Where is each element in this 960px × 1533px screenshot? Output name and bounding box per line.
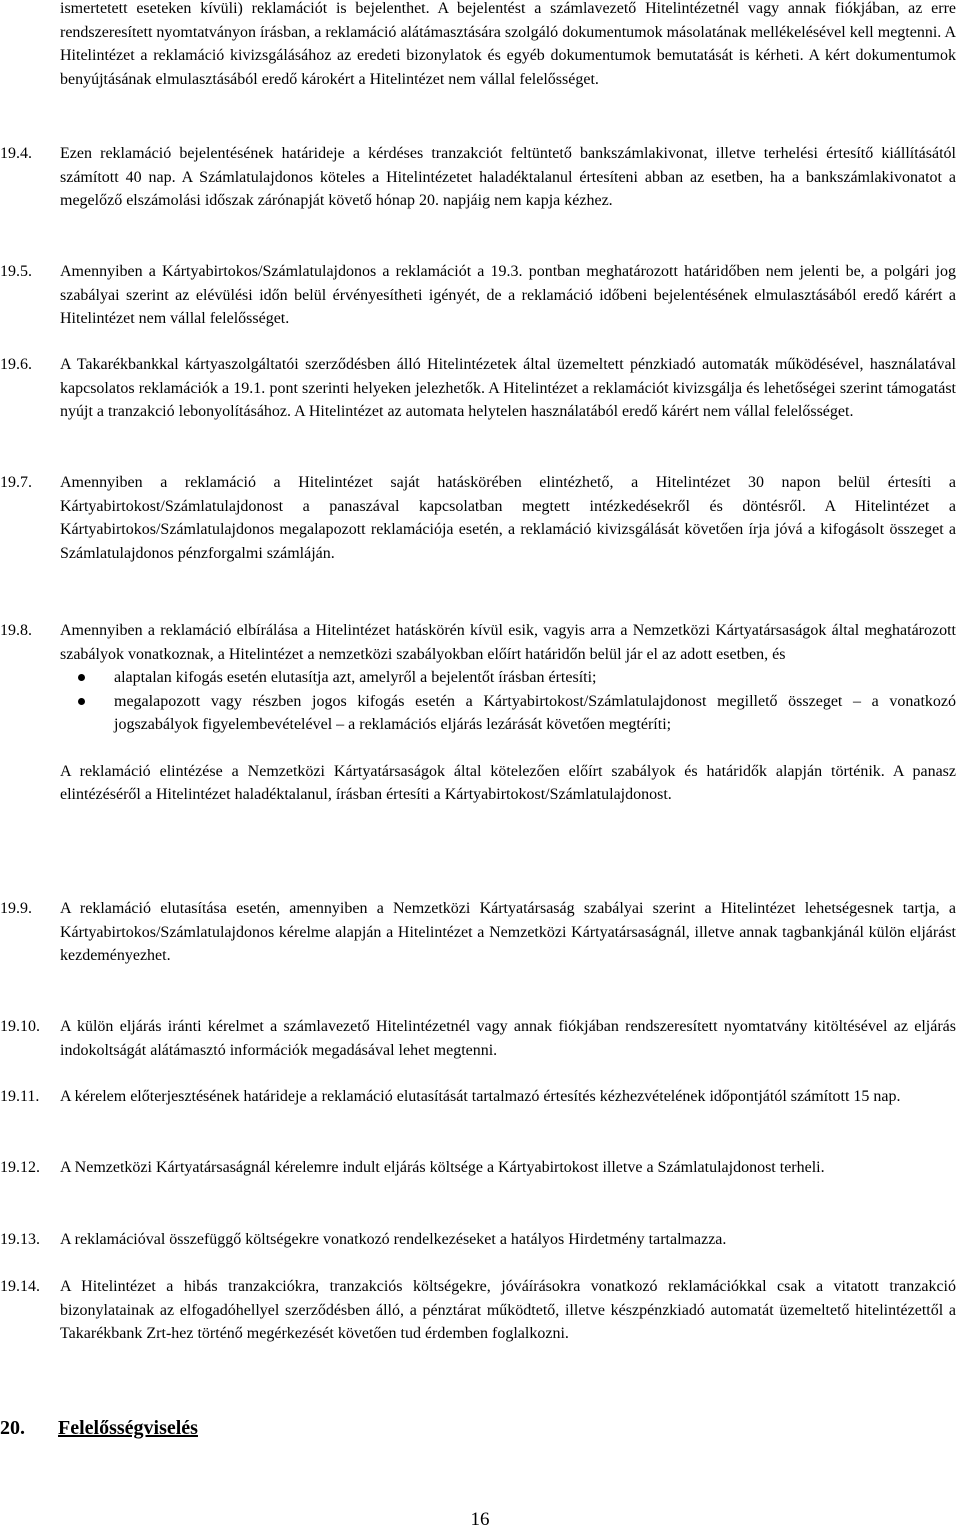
section-19-9	[0, 897, 956, 968]
bullet-icon	[78, 674, 85, 681]
section-19-11	[0, 1085, 956, 1109]
section-text: A külön eljárás iránti kérelmet a számlavezető Hitelintézetnél vagy annak fiókjában rendszeresített nyomtatvány kitöltésével az eljárás indokoltságát alátámasztó információk megadásával lehet megtenni.	[60, 1018, 956, 1059]
section-number: 19.7.	[0, 474, 32, 491]
list-item	[60, 666, 956, 690]
chapter-heading	[0, 1413, 198, 1443]
section-19-13	[0, 1228, 956, 1252]
section-19-14	[0, 1275, 956, 1346]
section-number: 19.9.	[0, 900, 32, 917]
list-item-text: megalapozott vagy részben jogos kifogás esetén a Kártyabirtokost/Számlatulajdonost megillető összeget – a vonatkozó jogszabályok figyelembevételével – a reklamációs eljárás lezárását követően megtéríti;	[114, 692, 956, 733]
section-number: 19.13.	[0, 1231, 40, 1248]
section-text: A reklamációval összefüggő költségekre vonatkozó rendelkezéseket a hatályos Hirdetmény tartalmazza.	[60, 1231, 727, 1248]
section-text: Amennyiben a Kártyabirtokos/Számlatulajdonos a reklamációt a 19.3. pontban meghatározott határidőben nem jelenti be, a polgári jog szabályai szerint az elévülési időn belül érvényesítheti igényét, de a reklamáció időbeni bejelentésének elmulasztásából eredő kárért a Hitelintézet nem vállal felelősséget.	[60, 263, 956, 327]
section-19-6	[0, 353, 956, 424]
section-text: A Nemzetközi Kártyatársaságnál kérelemre indult eljárás költsége a Kártyabirtokost illetve a Számlatulajdonost terheli.	[60, 1159, 825, 1176]
section-19-8	[0, 619, 956, 807]
section-number: 19.14.	[0, 1278, 40, 1295]
page-number: 16	[470, 1509, 490, 1530]
intro-paragraph: ismertetett eseteken kívüli) reklamációt is bejelenthet. A bejelentést a számlavezető Hitelintézetnél vagy annak fiókjában, az erre rendszeresített nyomtatványon írásban, a reklamáció alátámasztására szolgáló dokumentumok másolatának mellékelésével kell megtenni. A Hitelintézet a reklamáció kivizsgálásához az eredeti bizonylatok és egyéb dokumentumok bemutatását is kérheti. A kért dokumentumok benyújtásának elmulasztásából eredő károkért a Hitelintézet nem vállal felelősséget.	[60, 0, 956, 88]
section-text: Amennyiben a reklamáció a Hitelintézet saját hatáskörében elintézhető, a Hitelintézet 30 napon belül értesíti a Kártyabirtokost/Számlatulajdonost a panaszával kapcsolatban megtett intézkedésekről és döntésről. A Hitelintézet a Kártyabirtokos/Számlatulajdonos megalapozott reklamációja esetén, a reklamáció kivizsgálását követően írja jóvá a kifogásolt összeget a Számlatulajdonos pénzforgalmi számláján.	[60, 474, 956, 562]
section-19-5	[0, 260, 956, 331]
list-item	[60, 690, 956, 737]
section-closing-text: A reklamáció elintézése a Nemzetközi Kártyatársaságok által kötelezően előírt szabályok és határidők alapján történik. A panasz elintézéséről a Hitelintézet haladéktalanul, írásban értesíti a Kártyabirtokost/Számlatulajdonost.	[60, 762, 956, 803]
chapter-title: Felelősségviselés	[58, 1417, 198, 1439]
section-19-4	[0, 142, 956, 213]
section-19-7	[0, 471, 956, 565]
section-text: A Hitelintézet a hibás tranzakciókra, tranzakciós költségekre, jóváírásokra vonatkozó reklamációkkal csak a vitatott tranzakció bizonylatainak az elfogadóhellyel szerződésben álló, a pénztárat működtető, illetve készpénzkiadó automatát üzemeltető hitelintézettől a Takarékbank Zrt-hez történő megérkezését követően tud érdemben foglalkozni.	[60, 1278, 956, 1342]
section-number: 19.11.	[0, 1088, 40, 1105]
bullet-icon	[78, 698, 85, 705]
section-number: 19.8.	[0, 622, 32, 639]
section-number: 19.4.	[0, 145, 32, 162]
section-number: 19.12.	[0, 1159, 40, 1176]
section-text: A Takarékbankkal kártyaszolgáltatói szerződésben álló Hitelintézetek által üzemeltett pénzkiadó automaták működésével, használatával kapcsolatos reklamációk a 19.1. pont szerinti helyeken jelezhetők. A Hitelintézet a reklamációt kivizsgálja és lehetőségei szerint támogatást nyújt a tranzakció lebonyolításához. A Hitelintézet az automata helytelen használatából eredő kárért nem vállal felelősséget.	[60, 356, 956, 420]
section-text: A reklamáció elutasítása esetén, amennyiben a Nemzetközi Kártyatársaság szabályai szerint a Hitelintézet lehetségesnek tartja, a Kártyabirtokos/Számlatulajdonos kérelme alapján a Hitelintézet a Nemzetközi Kártyatársaságnál, illetve annak tagbankjánál külön eljárást kezdeményezhet.	[60, 900, 956, 964]
section-text: Ezen reklamáció bejelentésének határideje a kérdéses tranzakciót feltüntető bankszámlakivonat, illetve terhelési értesítő kiállításától számított 40 nap. A Számlatulajdonos köteles a Hitelintézetet haladéktalanul értesíteni abban az esetben, ha a bankszámlakivonatot a megelőző elszámolási időszak zárónapját követő hónap 20. napjáig nem kapja kézhez.	[60, 145, 956, 209]
section-19-10	[0, 1015, 956, 1062]
section-19-12	[0, 1156, 956, 1180]
bullet-list	[60, 666, 956, 737]
chapter-number: 20.	[0, 1417, 25, 1439]
section-number: 19.10.	[0, 1018, 40, 1035]
section-number: 19.5.	[0, 263, 32, 280]
list-item-text: alaptalan kifogás esetén elutasítja azt, amelyről a bejelentőt írásban értesíti;	[114, 669, 597, 686]
section-text	[60, 619, 956, 807]
section-text: A kérelem előterjesztésének határideje a reklamáció elutasítását tartalmazó értesítés kézhezvételének időpontjától számított 15 nap.	[60, 1088, 901, 1105]
section-intro-text: Amennyiben a reklamáció elbírálása a Hitelintézet hatáskörén kívül esik, vagyis arra a Nemzetközi Kártyatársaságok által meghatározott szabályok vonatkoznak, a Hitelintézet a nemzetközi szabályokban előírt határidőn belül jár el az adott esetben, és	[60, 622, 956, 663]
section-number: 19.6.	[0, 356, 32, 373]
